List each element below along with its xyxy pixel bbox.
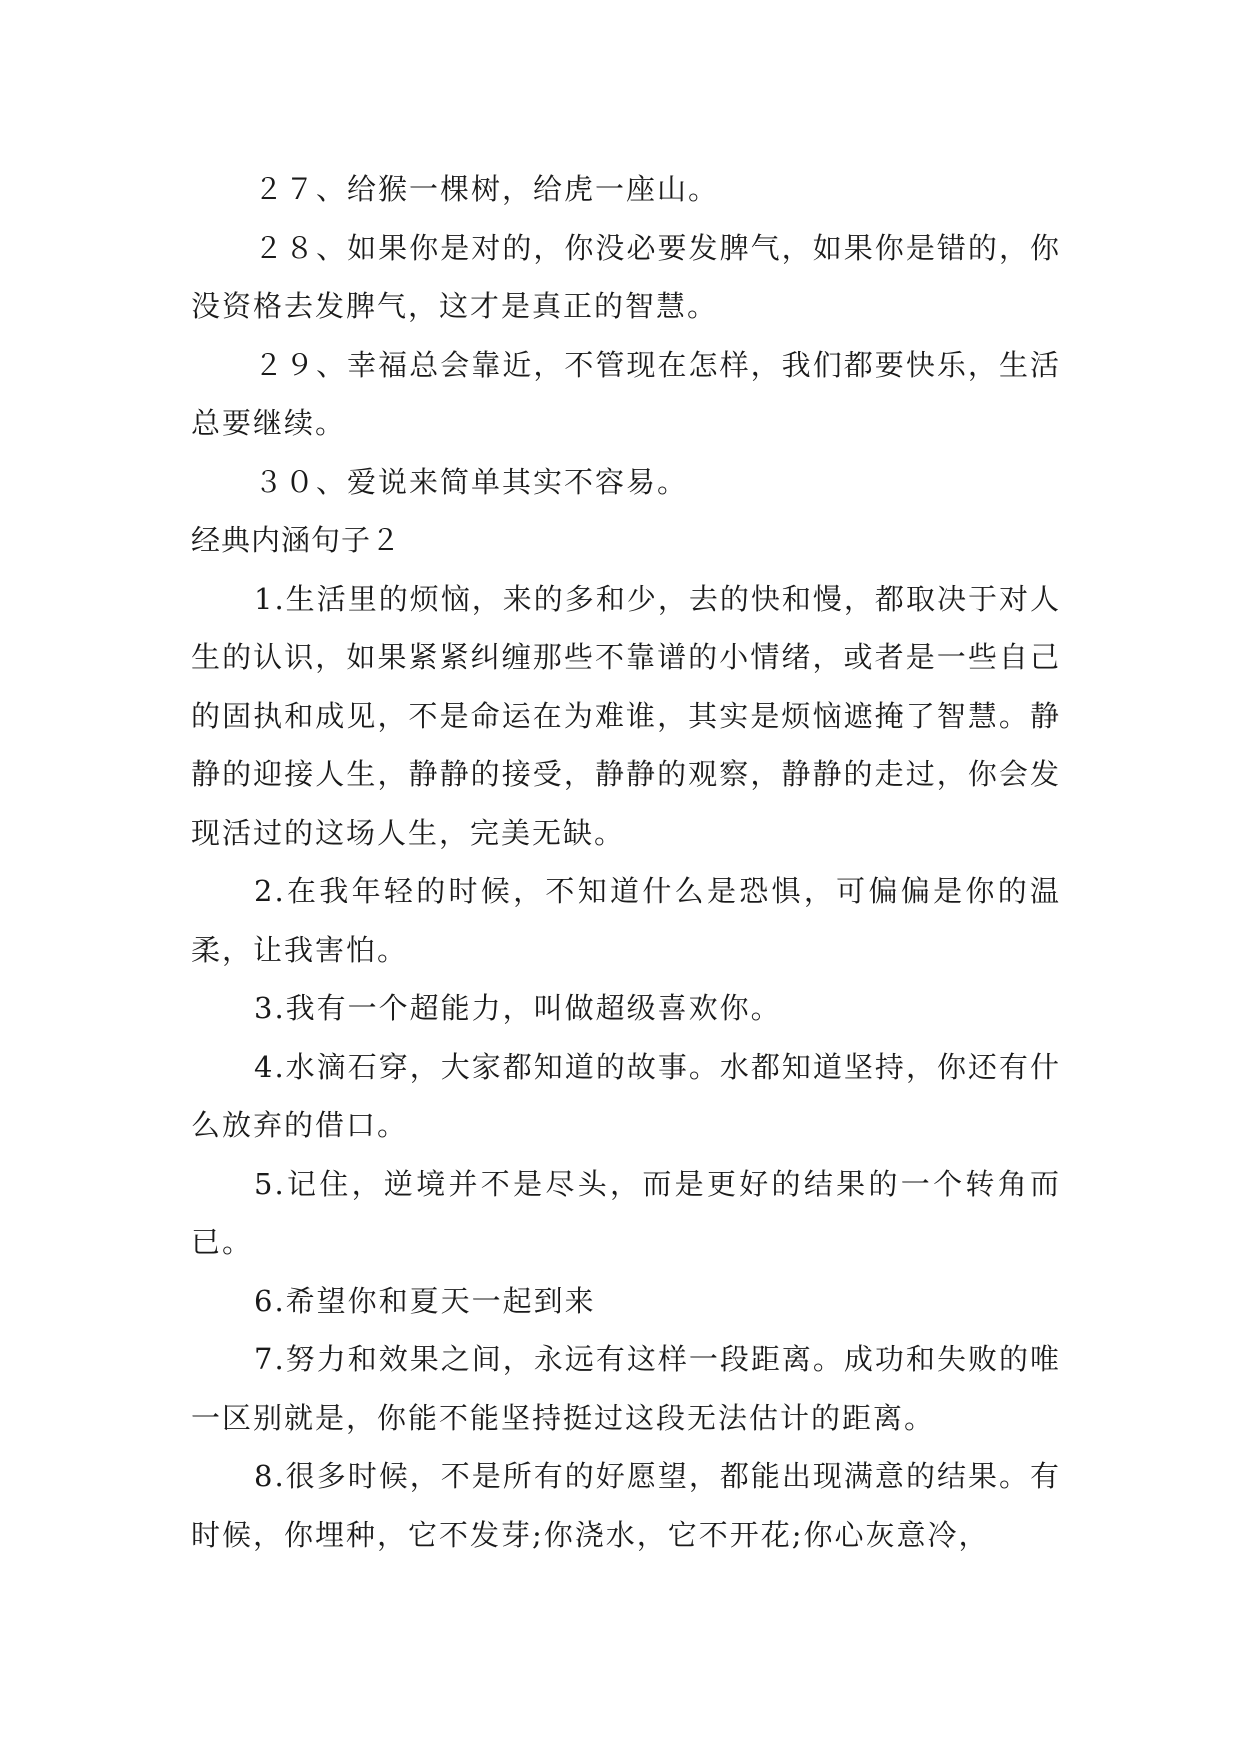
paragraph-1: 1.生活里的烦恼，来的多和少，去的快和慢，都取决于对人生的认识，如果紧紧纠缠那些不靠谱的小情绪，或者是一些自己的固执和成见，不是命运在为难谁，其实是烦恼遮掩了智慧。静静的迎接人生，静静的接受，静静的观察，静静的走过，你会发现活过的这场人生，完美无缺。 <box>191 581 1061 850</box>
paragraph-3: 3.我有一个超能力，叫做超级喜欢你。 <box>254 991 782 1025</box>
paragraph-6: 6.希望你和夏天一起到来 <box>254 1283 596 1318</box>
paragraph-2: 2.在我年轻的时候，不知道什么是恐惧，可偏偏是你的温柔，让我害怕。 <box>191 874 1061 967</box>
document-body <box>191 160 1061 1564</box>
paragraph-5: 5.记住，逆境并不是尽头，而是更好的结果的一个转角而已。 <box>191 1166 1061 1259</box>
paragraph-28: ２８、如果你是对的，你没必要发脾气，如果你是错的，你没资格去发脾气，这才是真正的智慧。 <box>191 230 1061 323</box>
paragraph-7: 7.努力和效果之间，永远有这样一段距离。成功和失败的唯一区别就是，你能不能坚持挺过这段无法估计的距离。 <box>191 1342 1061 1435</box>
paragraph-4: 4.水滴石穿，大家都知道的故事。水都知道坚持，你还有什么放弃的借口。 <box>191 1049 1061 1142</box>
paragraph-30: ３０、爱说来简单其实不容易。 <box>254 464 689 499</box>
paragraph-29: ２９、幸福总会靠近，不管现在怎样，我们都要快乐，生活总要继续。 <box>191 347 1061 440</box>
section-heading: 经典内涵句子２ <box>191 523 402 557</box>
paragraph-27: ２７、给猴一棵树，给虎一座山。 <box>254 172 720 206</box>
paragraph-8: 8.很多时候，不是所有的好愿望，都能出现满意的结果。有时候，你埋种，它不发芽;你浇水，它不开花;你心灰意冷， <box>191 1459 1061 1552</box>
